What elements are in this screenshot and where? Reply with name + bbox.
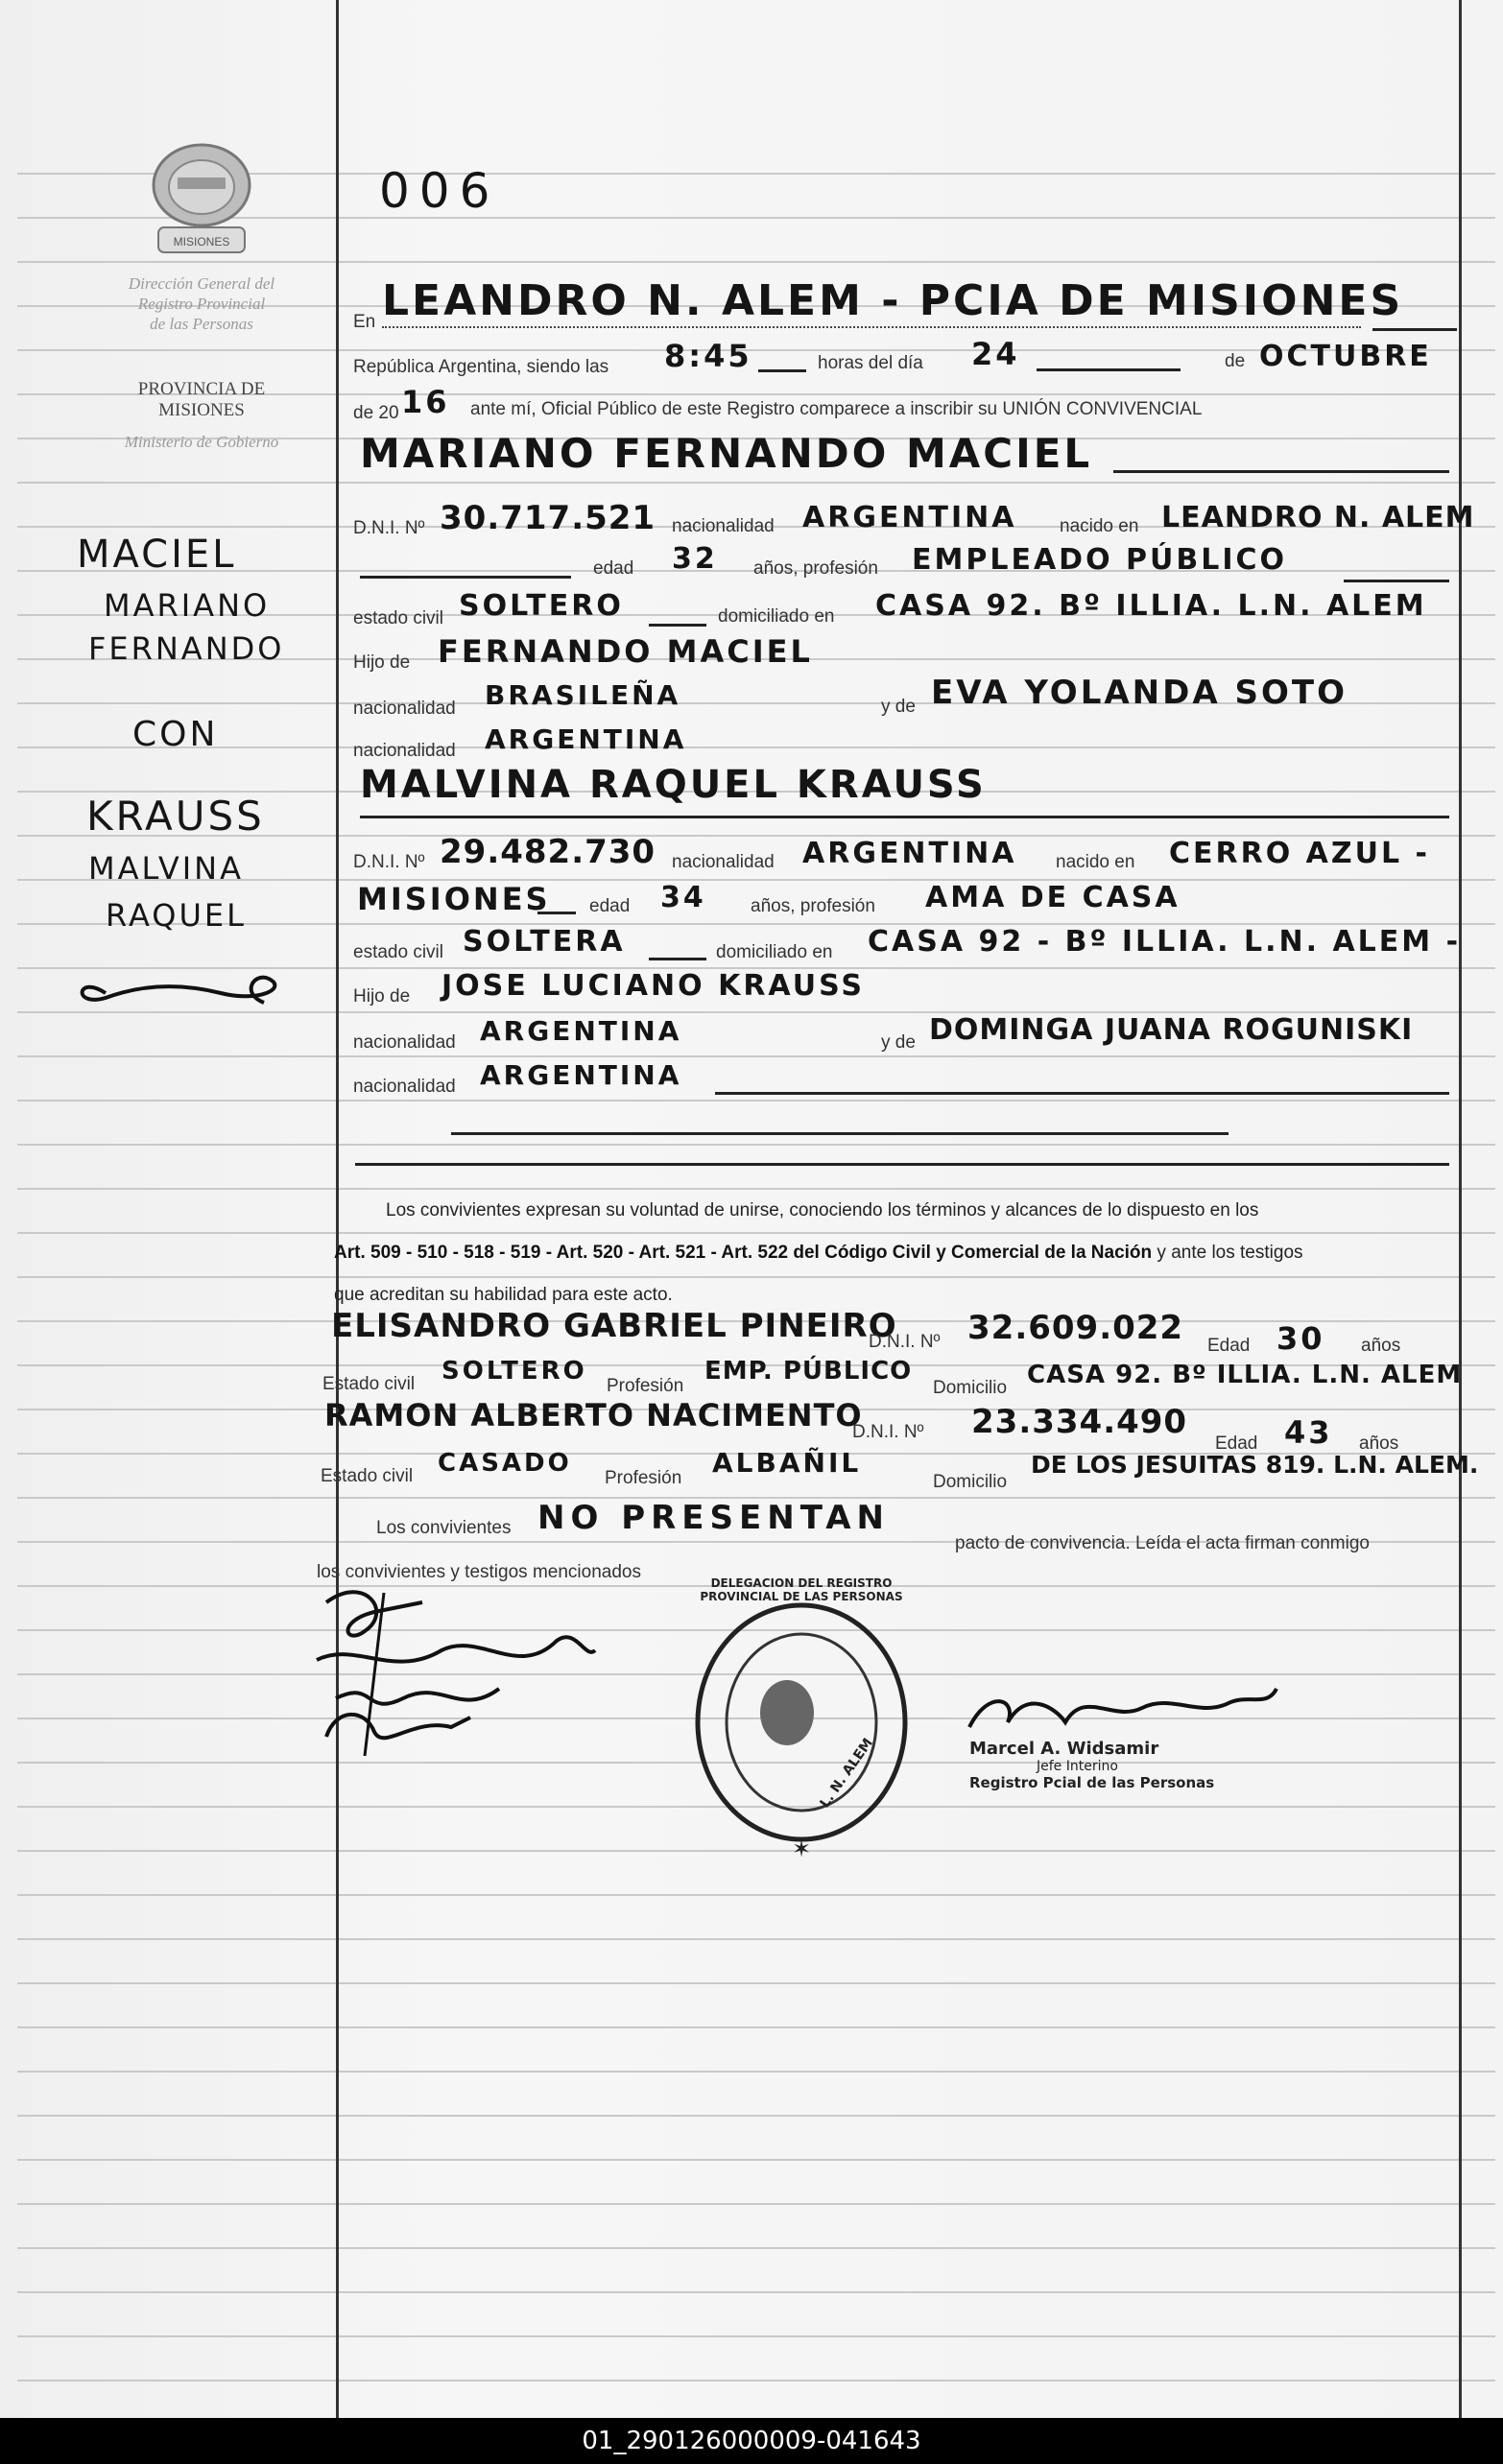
certificate-page: MISIONES Dirección General del Registro Provincial de las Personas PROVINCIA DE MISIONES Ministerio de Gobierno 006 MACIEL MARIANO FERNANDO CON KRAUSS MALVINA RAQUEL En LEANDRO N. ALEM - PCIA DE MISIONES República Argentina, siendo las 8:45 horas del día 24 de OCTUBRE de 20 16 ante mí, Oficial Público de este Registro comparece a inscribir su UNIÓN CONVIVENCIAL MARIANO FERNANDO MACIEL D.N.I. Nº 30.717.521 nacionalidad ARGENTINA nacido en LEANDRO N. ALEM edad 32 años, profesión EMPLEADO PÚBLICO estado civil SOLTERO domiciliado en CASA 92. Bº ILLIA. L.N. ALEM Hijo de FERNANDO MACIEL nacionalidad BRASILEÑA y de EVA YOLANDA SOTO nacionalidad ARGENTINA MALVINA RAQUEL KRAUSS D.N.I. Nº 29.482.730 nacionalidad ARGENTINA nacido en CERRO AZUL - MISIONES edad 34 años, profesión AMA DE CASA estado civil SOLTERA domiciliado en CASA 92 - Bº ILLIA. L.N. ALEM - Hijo de JOSE LUCIANO KRAUSS nacionalidad ARGENTINA y de DOMINGA JUANA ROGUNISKI nacionalidad ARGENTINA Los convivientes expresan su voluntad de unirse, conociendo los términos y alcances de lo dispuesto en los Art. 509 - 510 - 518 - 519 - Art. 520 - Art. 521 - Art. 522 del Código Civil y Comercial de la Nación y ante los testigos que acreditan su habilidad para este acto. ELISANDRO GABRIEL PINEIRO D.N.I. Nº 32.609.022 Edad 30 años Estado civil SOLTERO Profesión EMP. PÚBLICO Domicilio CASA 92. Bº ILLIA. L.N. ALEM RAMON ALBERTO NACIMENTO D.N.I. Nº 23.334.490 Edad 43 años Estado civil CASADO Profesión ALBAÑIL Domicilio DE LOS JESUITAS 819. L.N. ALEM. Los convivientes NO PRESENTAN pacto de convivencia. Leída el acta firman conmigo los convivientes y testigos mencionados ✶ DELEGACION DEL REGISTRO PROVINCIAL DE LAS PERSONAS L. N. ALEM Marcel A. Widsamir Jefe Interino Registro Pcial de las Personas xyxy=(0,0,1503,2418)
person-2-profession: AMA DE CASA xyxy=(925,881,1181,914)
person-2-civil-status: SOLTERA xyxy=(463,925,626,959)
person-2-mother-nationality: ARGENTINA xyxy=(480,1059,682,1091)
witness-1-name: ELISANDRO GABRIEL PINEIRO xyxy=(331,1307,897,1345)
province-name: PROVINCIA DE MISIONES xyxy=(137,379,266,420)
person-2-father-nationality: ARGENTINA xyxy=(480,1015,682,1047)
svg-text:✶: ✶ xyxy=(791,1836,812,1862)
place-dotline xyxy=(382,326,1361,328)
folio-number: 006 xyxy=(379,163,500,219)
person-1-address: CASA 92. Bº ILLIA. L.N. ALEM xyxy=(875,589,1427,623)
person-2-birthplace-fill xyxy=(537,912,576,914)
person-1-nationality: ARGENTINA xyxy=(802,501,1017,534)
intro-text: ante mí, Oficial Público de este Registro comparece a inscribir su UNIÓN CONVIVENCIAL xyxy=(470,399,1203,419)
flourish-icon xyxy=(67,964,298,1022)
person-1-mother-nationality: ARGENTINA xyxy=(485,723,687,755)
person-1-civil-status: SOLTERO xyxy=(459,589,624,623)
year-suffix-value: 16 xyxy=(401,384,450,420)
person-1-profession-fill xyxy=(1344,580,1449,582)
official-seal xyxy=(691,1576,912,1876)
province-logo xyxy=(144,139,259,259)
person-1-name: MARIANO FERNANDO MACIEL xyxy=(360,430,1093,477)
person-1-status-fill xyxy=(649,624,706,627)
officer-title: Jefe Interino xyxy=(1037,1759,1118,1774)
logo-text: MISIONES xyxy=(173,235,230,249)
signatures-icon xyxy=(307,1574,614,1765)
person-2-nat-fill xyxy=(715,1092,1449,1095)
margin-connector: CON xyxy=(132,715,219,754)
witness-2-address: DE LOS JESUITAS 819. L.N. ALEM. xyxy=(1031,1451,1479,1479)
year-prefix-label: de 20 xyxy=(353,403,399,423)
witness-1-address: CASA 92. Bº ILLIA. L.N. ALEM xyxy=(1027,1361,1463,1389)
time-fill-line xyxy=(758,369,806,372)
person-1-name-fill xyxy=(1113,470,1449,473)
section-divider xyxy=(355,1163,1449,1166)
person-2-nationality: ARGENTINA xyxy=(802,837,1017,870)
person-2-name-underline xyxy=(360,816,1449,818)
seal-text: DELEGACION DEL REGISTRO PROVINCIAL DE LAS PERSONAS xyxy=(700,1576,903,1603)
person-2-age: 34 xyxy=(660,881,706,914)
witness-1-dni: 32.609.022 xyxy=(967,1309,1184,1347)
republica-label: República Argentina, siendo las xyxy=(353,357,609,377)
officer-unit: Registro Pcial de las Personas xyxy=(969,1774,1215,1791)
officer-name: Marcel A. Widsamir xyxy=(969,1739,1159,1759)
person-1-profession: EMPLEADO PÚBLICO xyxy=(912,543,1288,577)
person-2-name: MALVINA RAQUEL KRAUSS xyxy=(360,763,987,807)
blank-fill-line-1 xyxy=(451,1132,1229,1135)
seal-icon xyxy=(691,1598,912,1876)
pacto-status: NO PRESENTAN xyxy=(537,1499,891,1537)
witness-1-civil-status: SOLTERO xyxy=(441,1357,587,1386)
person-2-dni: 29.482.730 xyxy=(440,833,656,871)
person-1-blank-line xyxy=(360,576,571,579)
seal-bottom-text: L. N. ALEM xyxy=(817,1735,876,1812)
right-border-line xyxy=(1459,0,1462,2418)
witness-2-profession: ALBAÑIL xyxy=(712,1447,862,1479)
day-value: 24 xyxy=(971,336,1020,372)
witness-2-civil-status: CASADO xyxy=(438,1449,572,1478)
witness-1-profession: EMP. PÚBLICO xyxy=(704,1357,913,1386)
person-2-birthplace-2: MISIONES xyxy=(357,881,551,917)
ministry-name: Ministerio de Gobierno xyxy=(124,433,279,451)
time-value: 8:45 xyxy=(664,338,752,374)
person-1-mother: EVA YOLANDA SOTO xyxy=(931,674,1348,712)
month-value: OCTUBRE xyxy=(1259,340,1432,373)
person-2-birthplace-1: CERRO AZUL - xyxy=(1169,837,1431,870)
pacto-suffix: pacto de convivencia. Leída el acta firman conmigo xyxy=(955,1533,1370,1553)
de-label: de xyxy=(1225,351,1246,371)
witness-2-name: RAMON ALBERTO NACIMENTO xyxy=(324,1397,863,1433)
person-2-status-fill xyxy=(649,958,706,960)
witness-2-age: 43 xyxy=(1284,1414,1333,1451)
place-fill-line xyxy=(1372,328,1457,331)
person-1-father: FERNANDO MACIEL xyxy=(438,633,813,670)
person-1-birthplace: LEANDRO N. ALEM xyxy=(1161,501,1475,534)
officer-signature-icon xyxy=(950,1670,1296,1746)
document-code: 01_290126000009-041643 xyxy=(0,2418,1503,2464)
person-1-father-nationality: BRASILEÑA xyxy=(485,679,681,711)
agency-name: Dirección General del Registro Provincial de las Personas xyxy=(128,274,275,333)
officer-stamp xyxy=(969,1739,1214,1791)
statement-paragraph: Los convivientes expresan su voluntad de unirse, conociendo los términos y alcances de lo dispuesto en los Art. 509 - 510 - 518 - 519 - Art. 520 - Art. 521 - Art. 522 del Código Civil y Comercial de la Nación y ante los testigos que acreditan su habilidad para este acto. xyxy=(334,1200,1303,1305)
pacto-prefix: Los convivientes xyxy=(376,1518,512,1538)
person-1-dni: 30.717.521 xyxy=(440,499,656,537)
person-1-age: 32 xyxy=(672,542,718,576)
place-value: LEANDRO N. ALEM - PCIA DE MISIONES xyxy=(382,276,1404,325)
en-label: En xyxy=(353,312,376,332)
person-2-father: JOSE LUCIANO KRAUSS xyxy=(441,969,865,1003)
day-fill-line xyxy=(1037,368,1181,371)
horas-label: horas del día xyxy=(818,353,923,373)
closing-text: los convivientes y testigos mencionados xyxy=(317,1562,641,1582)
person-2-mother: DOMINGA JUANA ROGUNISKI xyxy=(929,1013,1414,1047)
person-2-address: CASA 92 - Bº ILLIA. L.N. ALEM - xyxy=(868,925,1462,959)
witness-2-dni: 23.334.490 xyxy=(971,1403,1188,1441)
witness-1-age: 30 xyxy=(1276,1320,1325,1357)
